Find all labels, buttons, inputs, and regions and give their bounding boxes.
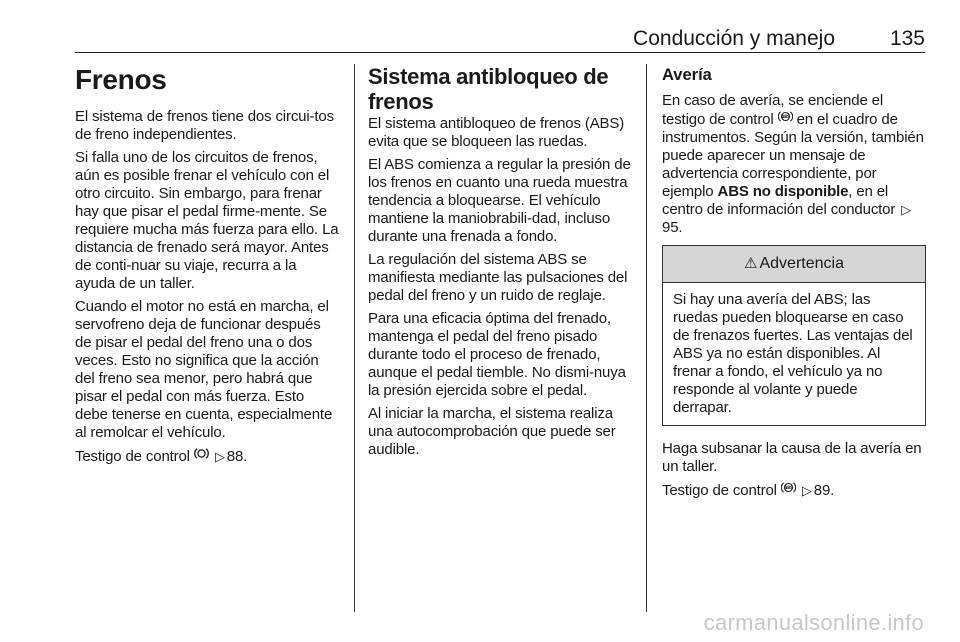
svg-text:ABS: ABS	[780, 114, 790, 120]
paragraph-control-reference	[75, 447, 339, 466]
warning-title: Advertencia	[759, 255, 844, 272]
paragraph: Para una eficacia óptima del frenado, mantenga el pedal del freno pisado durante todo el proceso de frenado, aunque el pedal tiemble. No dismi-nuya la presión ejercida sobre el pedal.	[368, 310, 626, 399]
paragraph-control-reference	[662, 481, 926, 500]
column-divider	[354, 64, 355, 612]
paragraph: Al iniciar la marcha, el sistema realiza una autocomprobación que puede ser audible.	[368, 405, 616, 458]
svg-text:ABS: ABS	[784, 485, 793, 491]
page-header	[75, 26, 925, 53]
warning-body	[663, 283, 925, 425]
control-text: Testigo de control	[75, 448, 190, 465]
paragraph: El ABS comienza a regular la presión de los frenos en cuanto una rueda muestra tendencia a bloquearse. El vehículo mantiene la maniobrabili-dad, incluso durante una frenada a fondo.	[368, 156, 631, 245]
warning-triangle-icon: ⚠	[744, 255, 758, 272]
control-text: Testigo de control	[662, 482, 777, 499]
warning-box	[662, 245, 926, 426]
section-title: Conducción y manejo	[633, 27, 835, 50]
text-part: , en el centro de información del conductor	[662, 183, 896, 218]
page-number: 135	[889, 27, 925, 50]
paragraph: El sistema de frenos tiene dos circui-tos de freno independientes.	[75, 108, 334, 143]
page-reference-icon: ▷	[901, 202, 912, 217]
brake-warning-icon	[194, 447, 209, 465]
heading-frenos: Frenos	[75, 64, 167, 95]
paragraph: La regulación del sistema ABS se manifiesta mediante las pulsaciones del pedal del freno y un ruido de reglaje.	[368, 251, 628, 304]
column-divider	[646, 64, 647, 612]
text-part: En caso de avería, se enciende el testigo de control	[662, 92, 884, 128]
paragraph: Si falla uno de los circuitos de frenos, aún es posible frenar el vehículo con el otro circuito. Sin embargo, para frenar hay que pisar el pedal firme-mente. Se requiere mucha más fuerza para ello. La distancia de frenado será mayor. Antes de conti-nuar su viaje, recurra a la ayuda de un taller.	[75, 149, 339, 292]
page-reference-icon: ▷	[214, 449, 225, 464]
paragraph: El sistema antibloqueo de frenos (ABS) evita que se bloqueen las ruedas.	[368, 115, 625, 150]
column-averia	[662, 64, 926, 505]
column-abs	[368, 64, 632, 464]
heading-averia: Avería	[662, 66, 712, 84]
abs-warning-icon	[781, 481, 796, 499]
paragraph-averia	[662, 92, 926, 237]
heading-abs: Sistema antibloqueo de frenos	[368, 64, 609, 114]
reference-page[interactable]: 95.	[662, 219, 683, 236]
message-abs-no-disponible: ABS no disponible	[717, 183, 849, 200]
watermark: carmanualsonline.info	[703, 610, 924, 635]
paragraph: Cuando el motor no está en marcha, el servofreno deja de funcionar después de pisar el pedal del freno una o dos veces. Esto no significa que la acción del freno sea menor, pero habrá que pisar el pedal con más fuerza. Esto debe tenerse en cuenta, especialmente al remolcar el vehículo.	[75, 298, 333, 441]
reference-page[interactable]: 88.	[226, 448, 248, 465]
column-frenos	[75, 64, 339, 471]
reference-page[interactable]: 89.	[813, 482, 835, 499]
warning-header	[663, 246, 925, 283]
abs-warning-icon	[778, 110, 793, 128]
paragraph: Haga subsanar la causa de la avería en un taller.	[662, 440, 922, 475]
warning-text: Si hay una avería del ABS; las ruedas pueden bloquearse en caso de frenazos fuertes. Las ventajas del ABS ya no están disponibles. Al frenar a fondo, el vehículo ya no responde al volante y puede derrapar.	[673, 291, 913, 416]
text-part: en el cuadro de instrumentos. Según la versión, también puede aparecer un mensaje de advertencia correspondiente, por ejemplo	[662, 111, 924, 200]
page-reference-icon: ▷	[801, 483, 812, 498]
